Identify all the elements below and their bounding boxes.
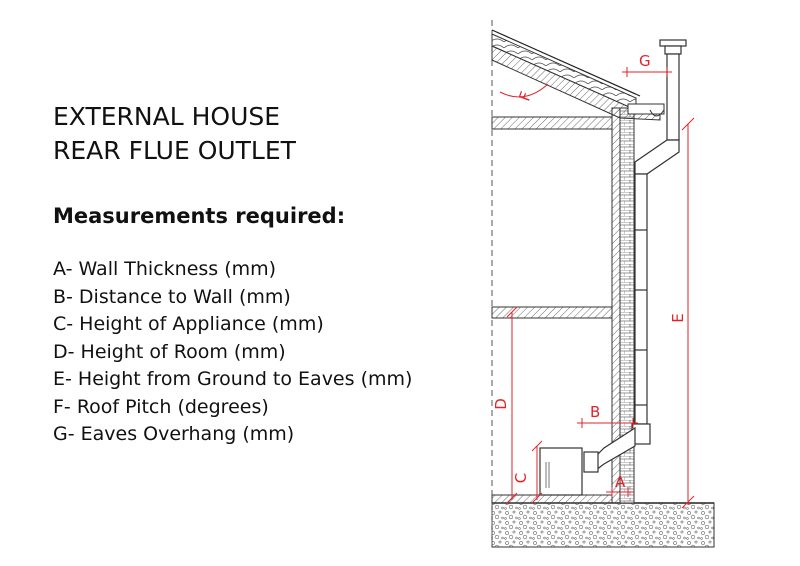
measurement-a: A- Wall Thickness (mm) bbox=[53, 258, 277, 280]
upper-floor-slab bbox=[492, 117, 612, 129]
measurement-e: E- Height from Ground to Eaves (mm) bbox=[53, 368, 413, 390]
ground bbox=[492, 503, 714, 547]
middle-floor-slab bbox=[492, 307, 612, 318]
measurements-heading: Measurements required: bbox=[53, 204, 346, 228]
measurement-c: C- Height of Appliance (mm) bbox=[53, 313, 324, 335]
label-g: G bbox=[639, 52, 651, 70]
label-c: C bbox=[512, 472, 530, 484]
label-b: B bbox=[590, 403, 601, 421]
measurement-d: D- Height of Room (mm) bbox=[53, 340, 286, 363]
label-e: E bbox=[669, 313, 687, 323]
dimension-lines bbox=[500, 67, 694, 508]
ground-floor-slab bbox=[492, 495, 612, 503]
label-a: A bbox=[615, 473, 626, 491]
appliance bbox=[540, 448, 582, 495]
label-d: D bbox=[492, 398, 510, 410]
roof bbox=[492, 30, 664, 120]
title-line-2: REAR FLUE OUTLET bbox=[53, 136, 296, 165]
label-f: F bbox=[515, 89, 536, 104]
measurement-g: G- Eaves Overhang (mm) bbox=[53, 423, 295, 445]
title-line-1: EXTERNAL HOUSE bbox=[53, 102, 281, 131]
measurement-b: B- Distance to Wall (mm) bbox=[53, 285, 291, 308]
measurement-f: F- Roof Pitch (degrees) bbox=[53, 395, 269, 418]
